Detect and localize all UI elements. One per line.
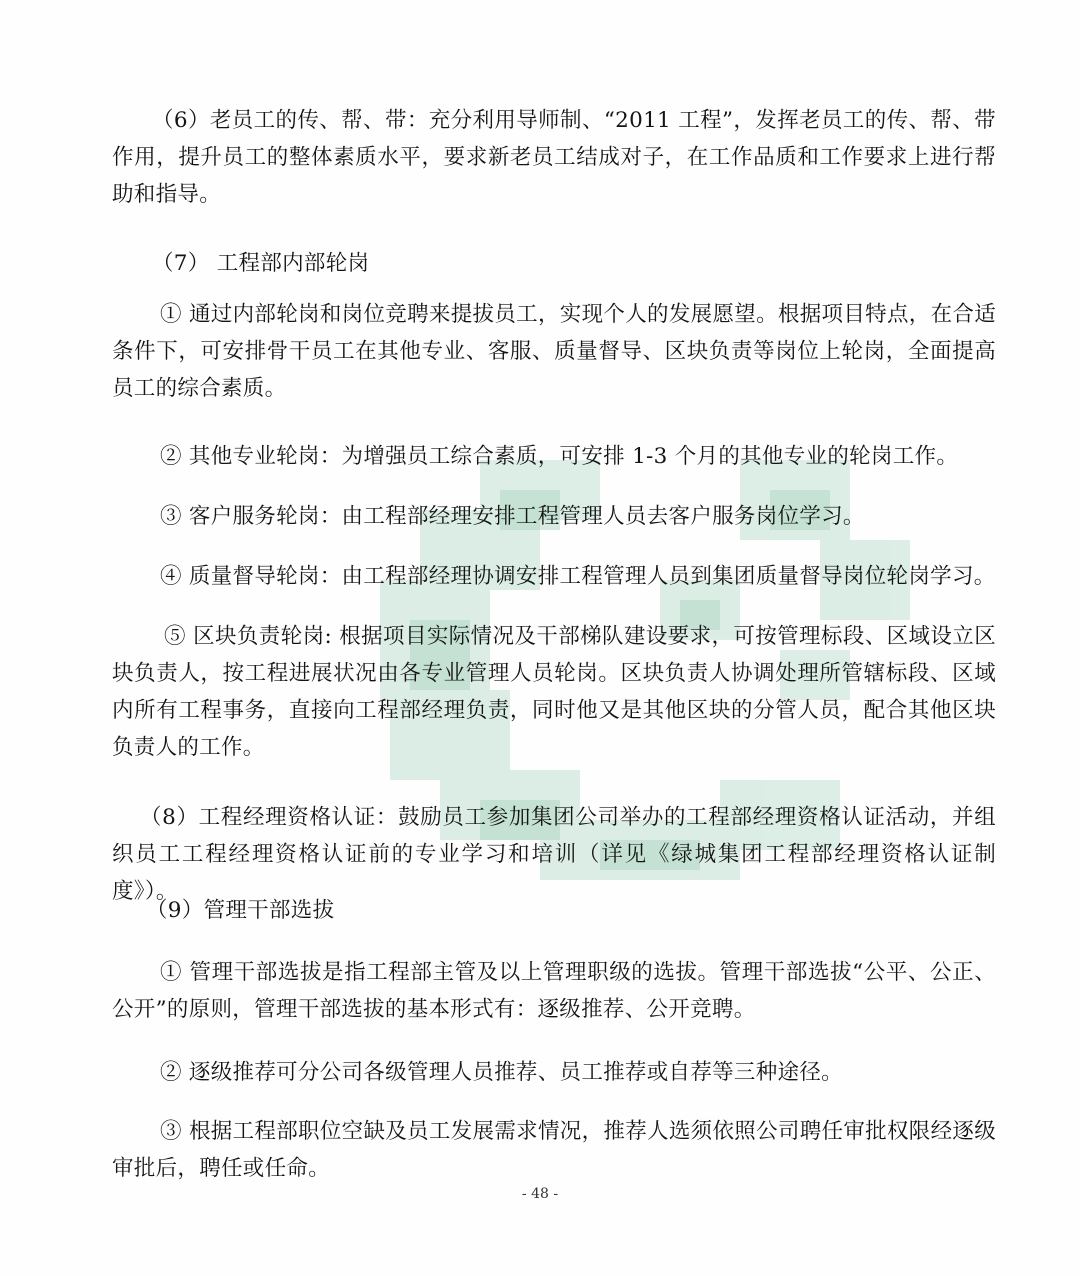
paragraph-7-4: ④ 质量督导轮岗：由工程部经理协调安排工程管理人员到集团质量督导岗位轮岗学习。 xyxy=(160,564,996,589)
paragraph-6-mentoring: （6）老员工的传、帮、带：充分利用导师制、“2011 工程”，发挥老员工的传、帮、带作用，提升员工的整体素质水平，要求新老员工结成对子，在工作品质和工作要求上进行帮助和指导。 xyxy=(112,108,996,207)
paragraph-7-1: ① 通过内部轮岗和岗位竞聘来提拔员工，实现个人的发展愿望。根据项目特点，在合适条件下，可安排骨干员工在其他专业、客服、质量督导、区块负责等岗位上轮岗，全面提高员工的综合素质。 xyxy=(112,302,996,401)
paragraph-7-5: ⑤ 区块负责轮岗: 根据项目实际情况及干部梯队建设要求，可按管理标段、区域设立区块负责人，按工程进展状况由各专业管理人员轮岗。区块负责人协调处理所管辖标段、区域内所有工程事务，直接向工程部经理负责，同时他又是其他区块的分管人员，配合其他区块负责人的工作。 xyxy=(112,624,996,760)
heading-9-selection: （9）管理干部选拔 xyxy=(146,898,335,923)
paragraph-8-certification: （8）工程经理资格认证：鼓励员工参加集团公司举办的工程部经理资格认证活动，并组织员工工程经理资格认证前的专业学习和培训（详见《绿城集团工程部经理资格认证制度》）。 xyxy=(112,805,996,904)
page-number: - 48 - xyxy=(521,1186,559,1202)
paragraph-9-3: ③ 根据工程部职位空缺及员工发展需求情况，推荐人选须依照公司聘任审批权限经逐级审批后，聘任或任命。 xyxy=(112,1119,996,1181)
paragraph-7-2: ② 其他专业轮岗：为增强员工综合素质，可安排 1-3 个月的其他专业的轮岗工作。 xyxy=(160,444,959,469)
heading-7-rotation: （7） 工程部内部轮岗 xyxy=(152,251,370,276)
paragraph-9-1: ① 管理干部选拔是指工程部主管及以上管理职级的选拔。管理干部选拔“公平、公正、公开”的原则，管理干部选拔的基本形式有：逐级推荐、公开竞聘。 xyxy=(112,960,996,1022)
paragraph-9-2: ② 逐级推荐可分公司各级管理人员推荐、员工推荐或自荐等三种途径。 xyxy=(160,1060,843,1085)
paragraph-7-3: ③ 客户服务轮岗：由工程部经理安排工程管理人员去客户服务岗位学习。 xyxy=(160,504,865,529)
